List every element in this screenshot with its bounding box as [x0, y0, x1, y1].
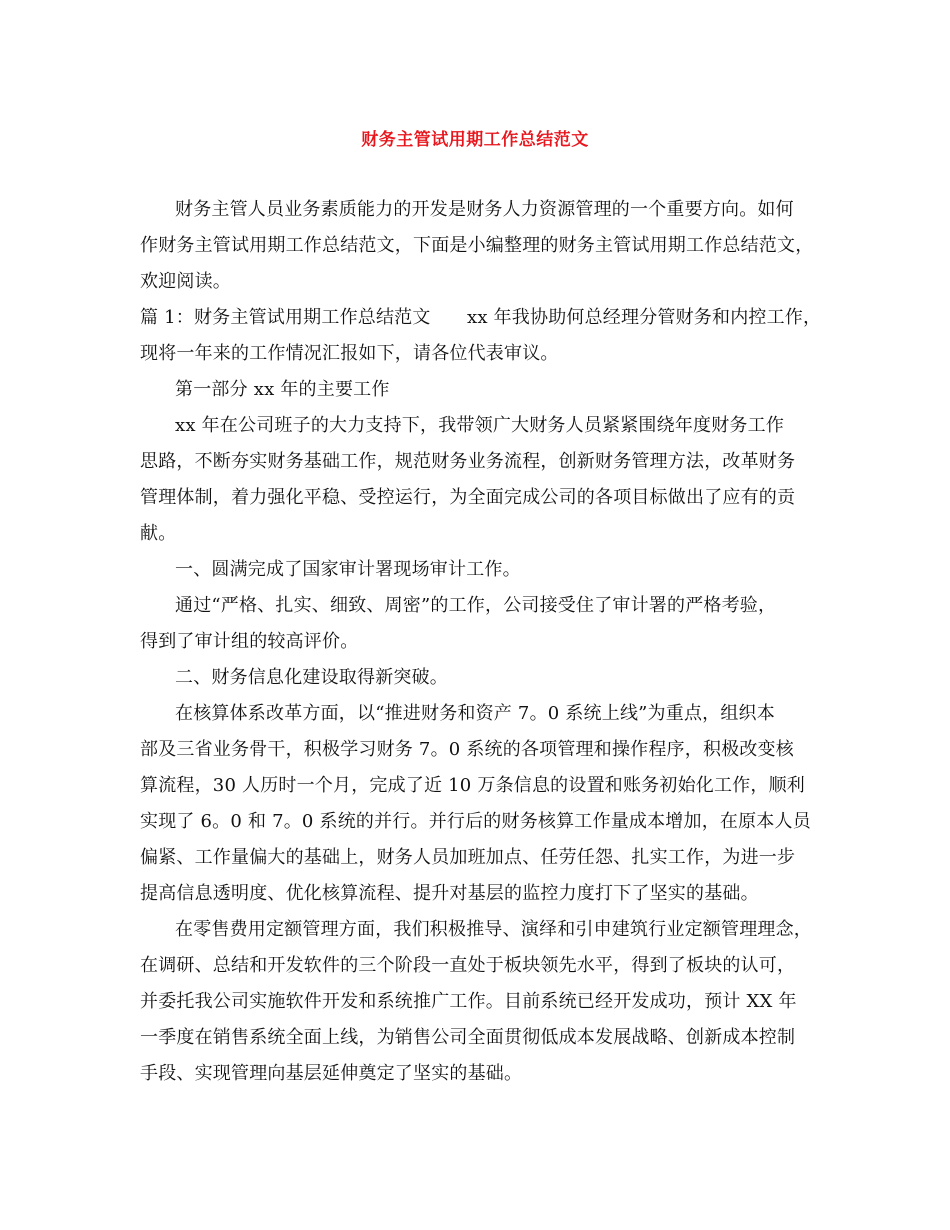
paragraph-line: 作财务主管试用期工作总结范文，下面是小编整理的财务主管试用期工作总结范文， — [140, 235, 814, 256]
section-heading: 一、圆满完成了国家审计署现场审计工作。 — [175, 559, 521, 580]
paragraph-line: 在零售费用定额管理方面，我们积极推导、演绎和引申建筑行业定额管理理念， — [175, 919, 812, 940]
section-heading: 二、财务信息化建设取得新突破。 — [175, 667, 448, 688]
paragraph-line: 篇 1：财务主管试用期工作总结范文 xx 年我协助何总经理分管财务和内控工作， — [140, 307, 822, 328]
paragraph-line: 实现了 6。0 和 7。0 系统的并行。并行后的财务核算工作量成本增加，在原本人员 — [140, 811, 811, 832]
paragraph-line: 财务主管人员业务素质能力的开发是财务人力资源管理的一个重要方向。如何 — [175, 199, 794, 220]
paragraph-line: xx 年在公司班子的大力支持下，我带领广大财务人员紧紧围绕年度财务工作 — [175, 415, 785, 436]
paragraph-line: 现将一年来的工作情况汇报如下，请各位代表审议。 — [140, 343, 559, 364]
paragraph-line: 并委托我公司实施软件开发和系统推广工作。目前系统已经开发成功，预计 XX 年 — [140, 991, 797, 1012]
paragraph-line: 提高信息透明度、优化核算流程、提升对基层的监控力度打下了坚实的基础。 — [140, 883, 759, 904]
paragraph-line: 得到了审计组的较高评价。 — [140, 631, 359, 652]
document-title: 财务主管试用期工作总结范文 — [361, 130, 589, 150]
paragraph-line: 一季度在销售系统全面上线，为销售公司全面贯彻低成本发展战略、创新成本控制 — [140, 1027, 796, 1048]
paragraph-line: 献。 — [140, 523, 177, 544]
paragraph-line: 在核算体系改革方面，以“推进财务和资产 7。0 系统上线”为重点，组织本 — [175, 703, 775, 724]
paragraph-line: 算流程，30 人历时一个月，完成了近 10 万条信息的设置和账务初始化工作，顺利 — [140, 775, 805, 796]
paragraph-line: 偏紧、工作量偏大的基础上，财务人员加班加点、任劳任怨、扎实工作，为进一步 — [140, 847, 796, 868]
paragraph-line: 部及三省业务骨干，积极学习财务 7。0 系统的各项管理和操作程序，积极改变核 — [140, 739, 794, 760]
paragraph-line: 欢迎阅读。 — [140, 271, 231, 292]
section-heading: 第一部分 xx 年的主要工作 — [175, 379, 390, 400]
paragraph-line: 管理体制，着力强化平稳、受控运行，为全面完成公司的各项目标做出了应有的贡 — [140, 487, 796, 508]
paragraph-line: 通过“严格、扎实、细致、周密”的工作，公司接受住了审计署的严格考验， — [175, 595, 777, 616]
paragraph-line: 思路，不断夯实财务基础工作，规范财务业务流程，创新财务管理方法，改革财务 — [140, 451, 796, 472]
paragraph-line: 在调研、总结和开发软件的三个阶段一直处于板块领先水平，得到了板块的认可， — [140, 955, 796, 976]
paragraph-line: 手段、实现管理向基层延伸奠定了坚实的基础。 — [140, 1063, 523, 1084]
